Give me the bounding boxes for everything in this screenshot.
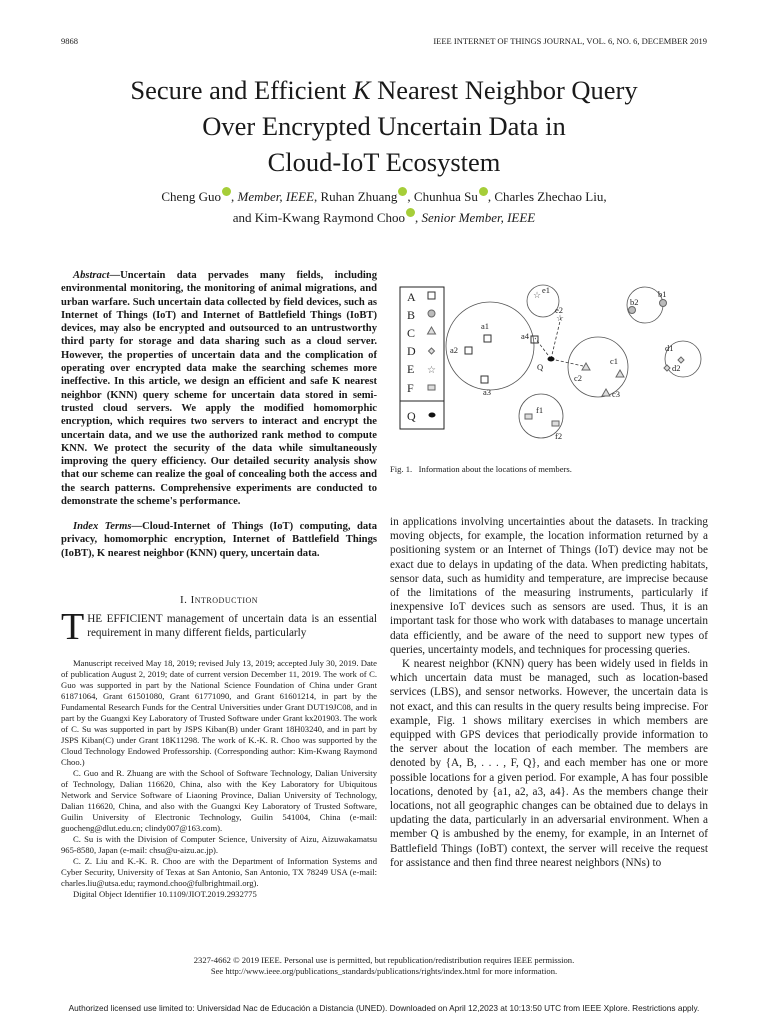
svg-text:☆: ☆ bbox=[533, 290, 542, 300]
svg-text:a4: a4 bbox=[521, 331, 530, 341]
svg-text:d1: d1 bbox=[665, 343, 674, 353]
rights-link[interactable]: See http://www.ieee.org/publications_standards/publications/rights/index.html for more information. bbox=[210, 966, 558, 976]
region-c bbox=[568, 337, 628, 397]
triangle-symbol-icon bbox=[428, 327, 436, 334]
page-number: 9868 bbox=[61, 36, 78, 46]
body-paragraph: in applications involving uncertainties about the datasets. In tracking moving objects, for example, the location information returned by a positioning system or an Internet of Things (IoT) device may not be exact due to delays in updating of the data. When predicting habitats, sensor data, such as humidity and temperature, are imprecise because of the limitations of the measuring instruments, particularly if inexpensive IoT devices such as sensors are used. Thus, it is an important task for those who work with databases to manage uncertain data efficiently, and be aware of the need to support new types of queries, uncertainty models, and techniques for processing queries. bbox=[390, 516, 708, 656]
legend-label: E bbox=[407, 362, 415, 376]
footnotes bbox=[61, 658, 377, 900]
author-name: Cheng Guo bbox=[161, 189, 221, 204]
svg-text:d2: d2 bbox=[672, 363, 681, 373]
legend-label: A bbox=[407, 290, 416, 304]
index-terms: Index Terms—Cloud-Internet of Things (IoT) computing, data privacy, homomorphic encryption, Internet of Battlefield Things (IoBT), K nearest neighbor (KNN) query, uncertain data. bbox=[61, 521, 377, 559]
svg-text:b2: b2 bbox=[630, 297, 639, 307]
footnote: Manuscript received May 18, 2019; revised July 13, 2019; accepted July 30, 2019. Date of publication August 2, 2019; date of current version December 11, 2019. The work of C. Guo was supported in part by the National Science Foundation of China under Grant 61871064, Grant 61501080, Grant 61771090, and Grant 61601214, in part by the Fundamental Research Funds for the Central Universities under Grant DUT19JC08, and in part by the Guangxi Key Laboratory of Trusted Software under Grant kx201903. The work of C. Su was supported in part by JSPS Kiban(B) under Grant 18H03240, and in part by JSPS Kiban(C) under Grant 18K11298. The work of K.-K. R. Choo was supported by the Cloud Technology Endowed Professorship. (Corresponding author: Kim-Kwang Raymond Choo.) bbox=[61, 658, 377, 767]
figure-caption: Fig. 1. Information about the locations of members. bbox=[390, 464, 572, 474]
svg-text:f1: f1 bbox=[536, 405, 544, 415]
svg-text:c1: c1 bbox=[610, 356, 619, 366]
orcid-icon[interactable] bbox=[222, 187, 231, 196]
orcid-icon[interactable] bbox=[406, 208, 415, 217]
svg-text:b1: b1 bbox=[658, 289, 667, 299]
circle-symbol-icon bbox=[428, 310, 435, 317]
right-column-text bbox=[390, 515, 708, 870]
svg-text:a1: a1 bbox=[481, 321, 490, 331]
drop-cap: T bbox=[61, 606, 85, 648]
author-name: Kim-Kwang Raymond Choo bbox=[254, 210, 406, 225]
svg-text:a3: a3 bbox=[483, 387, 492, 397]
figure-1-diagram bbox=[390, 280, 710, 441]
author-list: Cheng Guo , Member, IEEE, Ruhan Zhuang , Chunhua Su , Charles Zhechao Liu, and Kim-Kwang Raymond Choo , Senior Member, IEEE bbox=[161, 189, 607, 225]
svg-text:e1: e1 bbox=[542, 285, 551, 295]
svg-text:a2: a2 bbox=[450, 345, 459, 355]
author-name: Chunhua Su bbox=[413, 189, 478, 204]
orcid-icon[interactable] bbox=[398, 187, 407, 196]
abstract: Abstract—Uncertain data pervades many fields, including environmental monitoring, the monitoring of animal migrations, and urban warfare. Such uncertain data collected by field devices, such as Internet of Things (IoT) and Internet of Battlefield Things (IoBT) devices, may also be encrypted and outsourced to an untrustworthy third party for storage and data sharing such as a cloud server. However, the properties of uncertain data and the complication of operating over encrypted data make the searching schemes more ineffective. In this article, we design an efficient and safe K nearest neighbor (KNN) query scheme for uncertain data stored in semi-trusted cloud servers. We apply the modified homomorphic encryption, which requires two servers to interact and encrypt the uncertain data, and we use the authorized rank method to compute KNN. We protect the security of the data while simultaneously improving the query efficiency. Our detailed security analysis show that our scheme can realize the goal of concealing both the access and the search patterns. Comprehensive experiments are conducted to demonstrate the scheme's performance. bbox=[61, 270, 377, 508]
copyright-notice: 2327-4662 © 2019 IEEE. Personal use is permitted, but republication/redistribution requires IEEE permission. See http://www.ieee.org/publications_standards/publications/rights/index.html for more information. bbox=[40, 955, 728, 977]
footnote: C. Su is with the Division of Computer Science, University of Aizu, Aizuwakamatsu 965-8580, Japan (e-mail: chsu@u-aizu.ac.jp). bbox=[61, 834, 377, 855]
section-heading: I. Introduction bbox=[179, 594, 259, 606]
legend-label: D bbox=[407, 344, 416, 358]
legend-label: C bbox=[407, 326, 416, 340]
paper-title: Secure and Efficient K Nearest Neighbor Query Over Encrypted Uncertain Data in Cloud-IoT Ecosystem bbox=[130, 75, 638, 177]
square-symbol-icon bbox=[428, 292, 435, 299]
legend-label: F bbox=[407, 381, 414, 395]
svg-text:Q: Q bbox=[537, 362, 544, 372]
svg-text:☆: ☆ bbox=[556, 313, 565, 323]
intro-paragraph: THE EFFICIENT management of uncertain data is an essential requirement in many different fields, particularly bbox=[61, 606, 377, 648]
footnote: C. Z. Liu and K.-K. R. Choo are with the Department of Information Systems and Cyber Security, University of Texas at San Antonio, San Antonio, TX 78249 USA (e-mail: charles.liu@utsa.edu; raymond.choo@fulbrightmail.org). bbox=[61, 856, 377, 888]
orcid-icon[interactable] bbox=[479, 187, 488, 196]
body-paragraph: K nearest neighbor (KNN) query has been widely used in fields in which uncertain data must be managed, such as location-based services (LBS), and sensor networks. However, the uncertain data is not exact, and this can results in the query results being imprecise. For example, Fig. 1 shows military exercises in which members are equipped with GPS devices that periodically provide information to the server about the location of each member. The members are denoted by {A, B, . . . , F, Q}, and each member has one or more possible locations for a given period. For example, A has four possible locations, denoted by {a1, a2, a3, a4}. As the members change their locations, not all geographic changes can be obtained due to delays in updating the data, particularly in an adversarial environment. When a member Q is ambushed by the enemy, for example, in an Internet of Battlefield Things (IoBT) context, the server will receive the request for assistance and then find three nearest neighbors (NNs) to bbox=[390, 658, 708, 869]
query-point bbox=[548, 357, 555, 362]
legend-label: B bbox=[407, 308, 416, 322]
license-footer: Authorized licensed use limited to: Universidad Nac de Educación a Distancia (UNED). Downloaded on April 12,2023 at 10:13:50 UTC from IEEE Xplore. Restrictions apply. bbox=[68, 1003, 700, 1013]
svg-text:c3: c3 bbox=[612, 389, 621, 399]
svg-text:f2: f2 bbox=[555, 431, 563, 441]
legend-label: Q bbox=[407, 409, 416, 423]
journal-header: IEEE INTERNET OF THINGS JOURNAL, VOL. 6, NO. 6, DECEMBER 2019 bbox=[433, 36, 707, 46]
rect-symbol-icon bbox=[428, 385, 435, 390]
star-symbol-icon: ☆ bbox=[427, 365, 436, 376]
author-name: Charles Zhechao Liu, bbox=[494, 189, 607, 204]
svg-text:e2: e2 bbox=[555, 305, 564, 315]
doi[interactable]: Digital Object Identifier 10.1109/JIOT.2019.2932775 bbox=[73, 889, 257, 899]
author-name: Ruhan Zhuang bbox=[320, 189, 398, 204]
footnote: C. Guo and R. Zhuang are with the School of Software Technology, Dalian University of Technology, Dalian 116620, China, also with the Key Laboratory for Ubiquitous Network and Service Software of Liaoning Province, Dalian University of Technology, Dalian 116620, China, and also with the Guangxi Key Laboratory of Trusted Software, Guilin University of Electronic Technology, Guilin 541004, China (e-mail: guocheng@dlut.edu.cn; clindy007@163.com). bbox=[61, 768, 377, 833]
query-symbol-icon bbox=[429, 413, 436, 418]
svg-text:c2: c2 bbox=[574, 373, 583, 383]
diamond-symbol-icon bbox=[429, 348, 435, 354]
region-a bbox=[446, 302, 534, 390]
